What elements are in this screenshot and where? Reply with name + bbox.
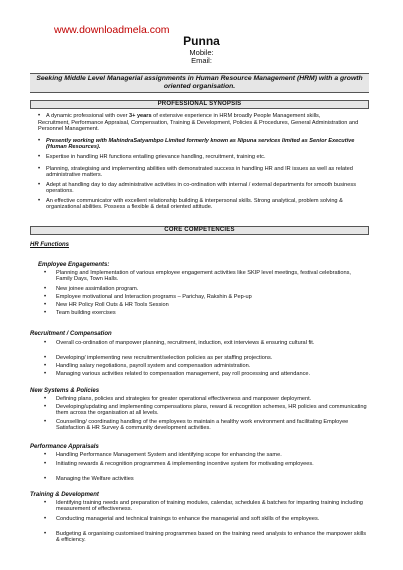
group-heading-recruitment: Recruitment / Compensation [30,331,112,337]
site-link[interactable]: www.downloadmela.com [54,24,170,36]
synopsis-item-5: Adept at handling day to day administrative activities in co-ordination with internal / external departments for smooth business operations. [46,182,356,195]
synopsis-item-1-cont: Recruitment, Performance Appraisal, Compensation, Training & Development, Policies & Procedures, General Administration and Personnel Management. [38,119,359,132]
synopsis-item-3: Expertise in handling HR functions entailing grievance handling, recruitment, training etc. [46,154,266,160]
candidate-name: Punna [183,34,220,48]
list-item: Planning and Implementation of various employee engagement activities like SKIP level meetings, festival celebrations, Family Days, Town Halls. [56,270,351,283]
list-item: Counselling/ coordinating handling of the employees to maintain a healthy work environment and facilitating Employee Satisfaction & HR Survey & community development activities. [56,419,349,432]
bullet-icon: • [44,452,47,458]
synopsis-item-4: Planning, strategising and implementing abilities with demonstrated success in handling HR and IR issues as well as related administrative matters. [46,166,353,179]
list-item: Managing the Welfare activities [56,476,134,482]
list-item: Developing/updating and implementing compensations plans, reward & recognition schemes, HR policies and communicating them across the organisation at all levels. [56,404,367,417]
bullet-icon: • [44,340,47,346]
list-item: Managing various activities related to compensation management, pay roll processing and attendance. [56,371,311,377]
bullet-icon: • [44,355,47,361]
bullet-icon: • [44,516,47,522]
synopsis-heading: PROFESSIONAL SYNOPSIS [30,100,369,109]
list-item: Handling salary negotiations, payroll system and compensation administration. [56,363,251,369]
bullet-icon: • [44,531,47,537]
objective-box: Seeking Middle Level Managerial assignments in Human Resource Management (HRM) with a growth oriented organisation. [30,73,369,93]
list-item: Identifying training needs and preparation of training modules, calendar, schedules & batches for imparting training including measurement of effectiveness. [56,500,363,513]
list-item: Employee motivational and Interaction programs – Parichay, Rakshin & Pep-up [56,294,252,300]
list-item: Handling Performance Management System and identifying scope for enhancing the same. [56,452,282,458]
bullet-icon: • [44,294,47,300]
bullet-icon: • [38,182,41,188]
list-item: Developing/ implementing new recruitment/selection policies as per staffing projections. [56,355,273,361]
bullet-icon: • [44,461,47,467]
list-item: New joinee assimilation program. [56,286,139,292]
bullet-icon: • [38,113,41,119]
list-item: Budgeting & organising customised training programmes based on the training need analysis to enhance the manpower skills & efficiency. [56,531,367,544]
competencies-heading: CORE COMPETENCIES [30,226,369,235]
bullet-icon: • [44,310,47,316]
bullet-icon: • [44,404,47,410]
group-heading-appraisals: Performance Appraisals [30,444,99,450]
synopsis-item-1: A dynamic professional with over 3+ years of extensive experience in HRM broadly People Management skills, [46,113,321,119]
hr-functions-heading: HR Functions [30,242,69,248]
list-item: New HR Policy Roll Outs & HR Tools Session [56,302,169,308]
bullet-icon: • [38,154,41,160]
bullet-icon: • [44,419,47,425]
bullet-icon: • [44,363,47,369]
synopsis-item-6: An effective communicator with excellent relationship building & interpersonal skills. Strong analytical, problem solving & organizational abilities. Possess a flexible & detail oriented attitude. [46,198,343,211]
list-item: Overall co-ordination of manpower planning, recruitment, induction, exit interviews & ensuring cultural fit. [56,340,315,346]
bullet-icon: • [38,138,41,144]
bullet-icon: • [44,476,47,482]
group-heading-training: Training & Development [30,492,99,498]
bullet-icon: • [38,198,41,204]
bullet-icon: • [44,396,47,402]
synopsis-item-2: Presently working with MahindraSatyambpo Limited formerly known as Nipuna services limited as Senior Executive (Human Resources). [46,138,355,151]
list-item: Team building exercises [56,310,116,316]
bullet-icon: • [44,286,47,292]
group-heading-policies: New Systems & Policies [30,388,100,394]
bullet-icon: • [44,302,47,308]
mobile-label: Mobile: [189,48,214,57]
bullet-icon: • [38,166,41,172]
email-label: Email: [191,56,212,65]
list-item: Conducting managerial and technical trainings to enhance the managerial and soft skills of the employees. [56,516,320,522]
list-item: Defining plans, policies and strategies for greater operational effectiveness and manpower deployment. [56,396,312,402]
group-heading-engagements: Employee Engagements: [38,262,110,268]
bullet-icon: • [44,270,47,276]
list-item: Initiating rewards & recognition programmes & implementing incentive system for motivating employees. [56,461,314,467]
bullet-icon: • [44,371,47,377]
bullet-icon: • [44,500,47,506]
